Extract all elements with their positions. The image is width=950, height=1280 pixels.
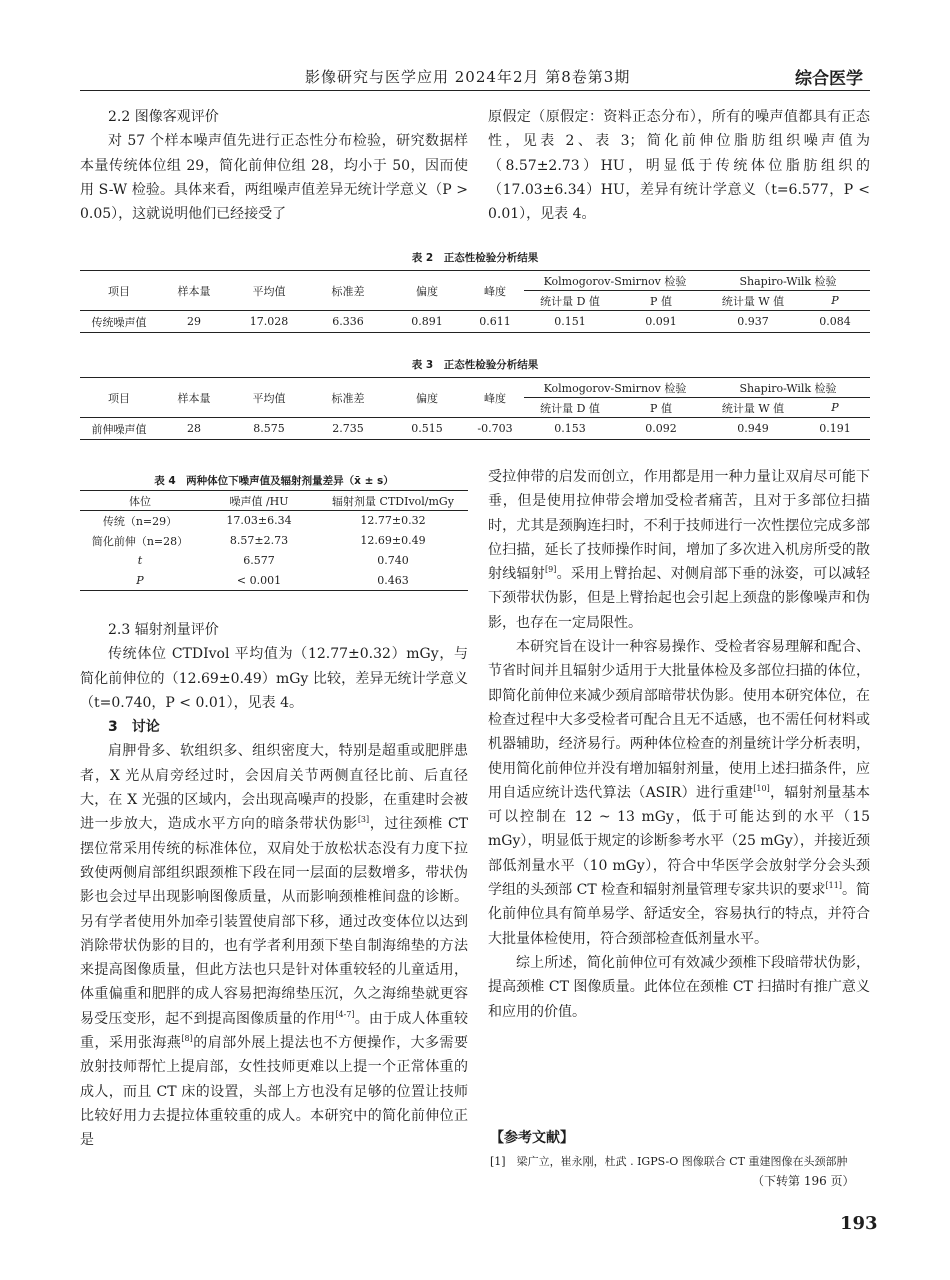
table-row xyxy=(80,551,468,571)
table2-header-kurt: 峰度 xyxy=(466,271,524,311)
table-row xyxy=(80,571,468,591)
table2-cell: 0.091 xyxy=(616,311,706,333)
continued-note: （下转第 196 页） xyxy=(752,1174,855,1188)
text-run: ，辐射剂量基本可以控制在 12 ~ 13 mGy，低于可能达到的水平（15 mGy），明显低于规定的诊断参考水平（25 mGy），并接近颈部低剂量水平（10 mGy），符合中华医学会放射学分会头颈学组的头颈部 CT 检查和辐射剂量管理专家共识的要求 xyxy=(488,784,870,899)
citation: [10] xyxy=(753,783,770,793)
text-run: ，过往颈椎 CT 摆位常采用传统的标准体位，双肩处于放松状态没有力度下拉致使两侧肩部组织跟颈椎下段在同一层面的层数增多，带状伪影也会过早出现影响图像质量，从而影响颈椎椎间盘的诊断。另有学者使用外加牵引装置使肩部下移，通过改变体位以达到消除带状伪影的目的，也有学者利用颈下垫自制海绵垫的方法来提高图像质量，但此方法也只是针对体重较轻的儿童适用，体重偏重和肥胖的成人容易把海绵垫压沉，久之海绵垫就更容易受压变形，起不到提高图像质量的作用 xyxy=(80,816,469,1027)
table3-cell: -0.703 xyxy=(466,418,524,440)
references-heading: 【参考文献】 xyxy=(490,1130,574,1146)
table4-header-position: 体位 xyxy=(80,491,200,511)
table3-caption: 表 3 正态性检验分析结果 xyxy=(411,359,539,371)
table3-cell: 2.735 xyxy=(308,418,388,440)
table2-cell: 0.151 xyxy=(524,311,616,333)
table4-caption: 表 4 两种体位下噪声值及辐射剂量差异（x̄ ± s） xyxy=(154,475,394,487)
text-run: 。由于成人体重较重，采用张海燕 xyxy=(80,1010,468,1052)
header-rule xyxy=(80,90,870,91)
table3-cell: 0.515 xyxy=(388,418,466,440)
journal-header: 影像研究与医学应用 2024年2月 第8卷第3期 xyxy=(305,68,631,86)
table4-header-noise: 噪声值 /HU xyxy=(200,491,318,511)
citation: [4-7] xyxy=(335,1009,355,1019)
page-number: 193 xyxy=(840,1213,878,1234)
paragraph-discussion-2 xyxy=(488,465,870,635)
citation: [8] xyxy=(181,1034,193,1044)
table4 xyxy=(80,490,468,591)
table2-cell: 0.891 xyxy=(388,311,466,333)
paragraph-2-3: 传统体位 CTDIvol 平均值为（12.77±0.32）mGy，与简化前伸位的（12.69±0.49）mGy 比较，差异无统计学意义（t=0.740，P < 0.01），见表 4。 xyxy=(80,646,468,711)
section-heading-3: 3 讨论 xyxy=(108,719,160,736)
table2-header-sd: 标准差 xyxy=(308,271,388,311)
citation: [3] xyxy=(357,815,370,825)
table-row xyxy=(80,311,870,333)
table4-cell: 12.77±0.32 xyxy=(360,514,426,528)
table2 xyxy=(80,270,870,333)
table4-cell: 传统（n=29） xyxy=(102,514,178,528)
table3-cell: 0.153 xyxy=(524,418,616,440)
table2-header-sw: Shapiro-Wilk 检验 xyxy=(706,271,870,291)
table2-header-item: 项目 xyxy=(80,271,158,311)
table3-header-mean: 平均值 xyxy=(230,378,308,418)
text-run: 肩胛骨多、软组织多、组织密度大，特别是超重或肥胖患者，X 光从肩旁经过时，会因肩关节两侧直径比前、后直径大，在 X 光强的区域内，会出现高噪声的投影，在重建时会被进一步放大，造成水平方向的暗条带状伪影 xyxy=(80,743,468,833)
table3-header-n: 样本量 xyxy=(158,378,230,418)
paragraph-2-2-continued: 原假定（原假定：资料正态分布），所有的噪声值都具有正态性，见表 2、表 3；简化前伸位脂肪组织噪声值为（8.57±2.73）HU，明显低于传统体位脂肪组织的（17.03±6.34）HU，差异有统计学意义（t=6.577，P < 0.01），见表 4。 xyxy=(488,109,870,223)
table4-cell: 8.57±2.73 xyxy=(229,534,289,547)
table3 xyxy=(80,377,870,440)
section-heading-2-3: 2.3 辐射剂量评价 xyxy=(108,622,219,638)
table-row xyxy=(80,418,870,440)
text-run: 。简化前伸位具有简单易学、舒适安全，容易执行的特点，并符合大批量体检使用，符合颈部检查低剂量水平。 xyxy=(488,882,871,947)
table3-header-skew: 偏度 xyxy=(388,378,466,418)
table4-cell: 简化前伸（n=28） xyxy=(91,534,189,548)
table4-cell: 12.69±0.49 xyxy=(360,534,426,547)
table2-caption: 表 2 正态性检验分析结果 xyxy=(411,252,539,264)
table4-cell: 0.740 xyxy=(377,554,409,567)
citation: [9] xyxy=(545,565,557,575)
table3-header-sd: 标准差 xyxy=(308,378,388,418)
section-heading-2-2: 2.2 图像客观评价 xyxy=(108,109,219,125)
table4-cell: 0.463 xyxy=(318,571,468,591)
table3-header-ks: Kolmogorov-Smirnov 检验 xyxy=(524,378,706,398)
table4-cell: 6.577 xyxy=(243,554,275,567)
table3-cell: 28 xyxy=(158,418,230,440)
table2-cell: 17.028 xyxy=(230,311,308,333)
paragraph-discussion-1 xyxy=(80,739,468,1152)
table2-cell: 0.937 xyxy=(706,311,800,333)
right-column-top xyxy=(488,105,870,226)
table-row xyxy=(80,511,468,531)
table4-cell: 17.03±6.34 xyxy=(226,514,292,528)
table3-sub-w: 统计量 W 值 xyxy=(706,398,800,418)
table2-header-n: 样本量 xyxy=(158,271,230,311)
table3-cell: 0.949 xyxy=(706,418,800,440)
text-run: 本研究旨在设计一种容易操作、受检者容易理解和配合、节省时间并且辐射少适用于大批量体检及多部位扫描的体位，即简化前伸位来减少颈肩部暗带状伪影。使用本研究体位，在检查过程中大多受检者可配合且无不适感，也不需任何材料或机器辅助，经济易行。两种体位检查的剂量统计学分析表明，使用简化前伸位并没有增加辐射剂量，使用上述扫描条件，应用自适应统计迭代算法（ASIR）进行重建 xyxy=(488,639,870,801)
table4-cell: t xyxy=(137,554,143,567)
paragraph-2-2: 对 57 个样本噪声值先进行正态性分布检验，研究数据样本量传统体位组 29，简化前伸位组 28，均小于 50，因而使用 S-W 检验。具体来看，两组噪声值差异无统计学意义（P > 0.05），这就说明他们已经接受了 xyxy=(80,133,468,223)
table3-sub-p: P 值 xyxy=(616,398,706,418)
table3-cell: 前伸噪声值 xyxy=(80,418,158,440)
table4-cell: P xyxy=(80,571,200,591)
table2-cell: 传统噪声值 xyxy=(80,311,158,333)
citation: [11] xyxy=(825,881,842,891)
table3-header-sw: Shapiro-Wilk 检验 xyxy=(706,378,870,398)
table3-header-kurt: 峰度 xyxy=(466,378,524,418)
table2-sub-w: 统计量 W 值 xyxy=(706,291,800,311)
table2-sub-p2: P xyxy=(800,291,870,311)
table2-cell: 29 xyxy=(158,311,230,333)
table2-header-ks: Kolmogorov-Smirnov 检验 xyxy=(524,271,706,291)
table2-sub-d: 统计量 D 值 xyxy=(524,291,616,311)
table2-sub-p: P 值 xyxy=(616,291,706,311)
text-run: 的肩部外展上提法也不方便操作，大多需要放射技师帮忙上提肩部，女性技师更难以上提一个正常体重的成人，而且 CT 床的设置，头部上方也没有足够的位置让技师比较好用力去提拉体重较重的成人。本研究中的简化前伸位正是 xyxy=(80,1035,469,1149)
text-run: 受拉伸带的启发而创立，作用都是用一种力量让双肩尽可能下垂，但是使用拉伸带会增加受检者痛苦，且对于多部位扫描时，尤其是颈胸连扫时，不利于技师进行一次性摆位完成多部位扫描，延长了技师操作时间，增加了多次进入机房所受的散射线辐射 xyxy=(488,469,870,583)
table4-header-dose: 辐射剂量 CTDIvol/mGy xyxy=(318,491,468,511)
table-row xyxy=(80,531,468,551)
table3-sub-p2: P xyxy=(800,398,870,418)
table2-cell: 0.611 xyxy=(466,311,524,333)
right-column-bottom xyxy=(488,465,870,1024)
table3-cell: 0.092 xyxy=(616,418,706,440)
table3-cell: 0.191 xyxy=(800,418,870,440)
paragraph-discussion-3 xyxy=(488,635,870,951)
left-column-top xyxy=(80,105,468,226)
table2-cell: 0.084 xyxy=(800,311,870,333)
reference-item: [1] 梁广立，崔永刚，杜武 . IGPS-O 图像联合 CT 重建图像在头颈部肿 xyxy=(490,1155,848,1168)
table3-sub-d: 统计量 D 值 xyxy=(524,398,616,418)
text-run: 。采用上臂抬起、对侧肩部下垂的泳姿，可以减轻下颈带状伪影，但是上臂抬起也会引起上颈盘的影像噪声和伪影，也存在一定局限性。 xyxy=(488,566,871,631)
table3-cell: 8.575 xyxy=(230,418,308,440)
table2-header-skew: 偏度 xyxy=(388,271,466,311)
table4-cell: < 0.001 xyxy=(200,571,318,591)
left-column-bottom xyxy=(80,618,468,1153)
table2-cell: 6.336 xyxy=(308,311,388,333)
section-title: 综合医学 xyxy=(795,69,863,89)
table2-header-mean: 平均值 xyxy=(230,271,308,311)
paragraph-conclusion: 综上所述，简化前伸位可有效减少颈椎下段暗带状伪影，提高颈椎 CT 图像质量。此体位在颈椎 CT 扫描时有推广意义和应用的价值。 xyxy=(488,954,870,1020)
table3-header-item: 项目 xyxy=(80,378,158,418)
